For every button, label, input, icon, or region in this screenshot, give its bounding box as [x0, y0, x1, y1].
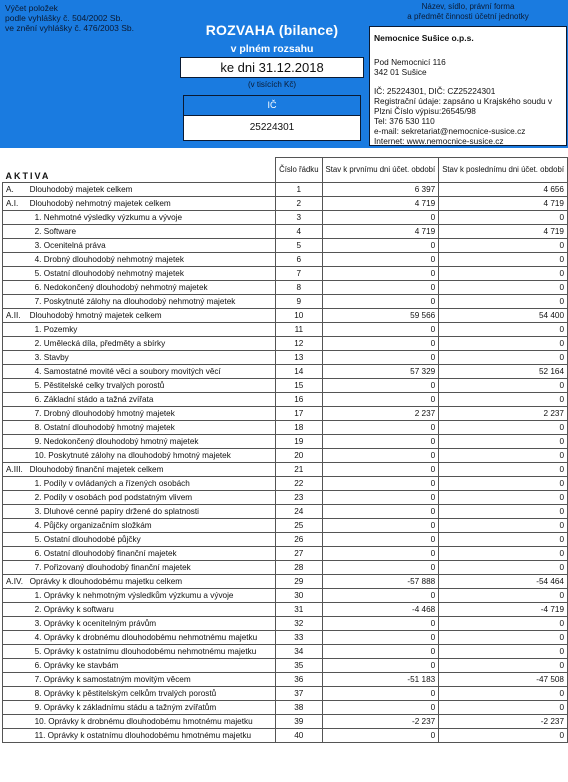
table-row: [3, 238, 568, 252]
row-last-day-value: 0: [439, 588, 568, 602]
row-code: [3, 630, 27, 644]
row-code: [3, 252, 27, 266]
row-last-day-value: 4 719: [439, 196, 568, 210]
row-last-day-value: 0: [439, 490, 568, 504]
table-row: [3, 504, 568, 518]
row-name: 2. Oprávky k softwaru: [27, 602, 276, 616]
spacer: [374, 77, 552, 86]
row-number: 12: [276, 336, 322, 350]
row-last-day-value: 0: [439, 294, 568, 308]
row-first-day-value: 0: [322, 728, 439, 742]
row-code: A.: [3, 182, 27, 196]
row-last-day-value: 52 164: [439, 364, 568, 378]
row-code: [3, 588, 27, 602]
row-code: [3, 392, 27, 406]
row-first-day-value: 0: [322, 210, 439, 224]
legal-line: podle vyhlášky č. 504/2002 Sb.: [5, 13, 123, 23]
row-number: 1: [276, 182, 322, 196]
row-first-day-value: 0: [322, 266, 439, 280]
table-row: [3, 490, 568, 504]
table-row: [3, 644, 568, 658]
row-name: 4. Drobný dlouhodobý nehmotný majetek: [27, 252, 276, 266]
row-first-day-value: 0: [322, 392, 439, 406]
row-name: 1. Nehmotné výsledky výzkumu a vývoje: [27, 210, 276, 224]
row-number: 24: [276, 504, 322, 518]
table-row: [3, 630, 568, 644]
row-first-day-value: 4 719: [322, 196, 439, 210]
row-number: 22: [276, 476, 322, 490]
table-row: [3, 350, 568, 364]
ic-box: [183, 95, 361, 141]
row-first-day-value: 0: [322, 252, 439, 266]
row-last-day-value: 0: [439, 210, 568, 224]
row-name: 4. Samostatné movité věci a soubory movitých věcí: [27, 364, 276, 378]
row-number: 38: [276, 700, 322, 714]
row-name: Oprávky k dlouhodobému majetku celkem: [27, 574, 276, 588]
row-name: Dlouhodobý majetek celkem: [27, 182, 276, 196]
row-number: 2: [276, 196, 322, 210]
row-name: 4. Půjčky organizačním složkám: [27, 518, 276, 532]
row-first-day-value: -2 237: [322, 714, 439, 728]
row-code: [3, 686, 27, 700]
legal-line: Výčet položek: [5, 3, 58, 13]
row-number: 31: [276, 602, 322, 616]
row-number: 7: [276, 266, 322, 280]
row-first-day-value: 0: [322, 434, 439, 448]
row-code: A.II.: [3, 308, 27, 322]
row-code: [3, 476, 27, 490]
row-code: [3, 602, 27, 616]
organization-name: Nemocnice Sušice o.p.s.: [374, 33, 474, 43]
row-number: 37: [276, 686, 322, 700]
row-number: 6: [276, 252, 322, 266]
row-last-day-value: 54 400: [439, 308, 568, 322]
row-first-day-value: 0: [322, 238, 439, 252]
row-name: 3. Oprávky k ocenitelným právům: [27, 616, 276, 630]
row-last-day-value: 0: [439, 644, 568, 658]
row-number: 36: [276, 672, 322, 686]
organization-box: [369, 26, 567, 146]
address-line: 342 01 Sušice: [374, 67, 427, 77]
row-name: Dlouhodobý hmotný majetek celkem: [27, 308, 276, 322]
row-first-day-value: 0: [322, 700, 439, 714]
row-last-day-value: 0: [439, 336, 568, 350]
balance-table: [2, 157, 568, 743]
row-name: 4. Oprávky k drobnému dlouhodobému nehmotnému majetku: [27, 630, 276, 644]
row-number: 5: [276, 238, 322, 252]
table-row: [3, 728, 568, 742]
row-last-day-value: 0: [439, 322, 568, 336]
detail-line: Tel: 376 530 110: [374, 116, 435, 126]
row-code: A.III.: [3, 462, 27, 476]
row-code: [3, 728, 27, 742]
row-first-day-value: 0: [322, 462, 439, 476]
column-header-first-day: Stav k prvnímu dni účet. období: [322, 158, 439, 183]
row-first-day-value: 0: [322, 336, 439, 350]
organization-details: [374, 57, 552, 146]
row-last-day-value: 0: [439, 434, 568, 448]
row-first-day-value: 6 397: [322, 182, 439, 196]
row-name: 10. Oprávky k drobnému dlouhodobému hmotnému majetku: [27, 714, 276, 728]
row-number: 14: [276, 364, 322, 378]
row-last-day-value: 0: [439, 280, 568, 294]
row-code: [3, 504, 27, 518]
row-code: [3, 210, 27, 224]
row-last-day-value: 0: [439, 350, 568, 364]
row-first-day-value: 0: [322, 546, 439, 560]
table-row: [3, 518, 568, 532]
row-first-day-value: 2 237: [322, 406, 439, 420]
row-number: 15: [276, 378, 322, 392]
ic-value: 25224301: [184, 115, 360, 140]
table-row: [3, 574, 568, 588]
row-last-day-value: 0: [439, 518, 568, 532]
ic-label: IČ: [267, 100, 277, 110]
table-row: [3, 602, 568, 616]
row-name: 10. Poskytnuté zálohy na dlouhodobý hmotný majetek: [27, 448, 276, 462]
table-body: [3, 182, 568, 742]
row-number: 39: [276, 714, 322, 728]
row-name: 8. Ostatní dlouhodobý hmotný majetek: [27, 420, 276, 434]
row-code: [3, 700, 27, 714]
row-number: 29: [276, 574, 322, 588]
row-number: 32: [276, 616, 322, 630]
table-row: [3, 420, 568, 434]
row-number: 13: [276, 350, 322, 364]
row-code: [3, 336, 27, 350]
table-row: [3, 588, 568, 602]
row-name: 6. Oprávky ke stavbám: [27, 658, 276, 672]
row-name: 3. Stavby: [27, 350, 276, 364]
row-code: [3, 560, 27, 574]
row-name: 7. Drobný dlouhodobý hmotný majetek: [27, 406, 276, 420]
row-first-day-value: 0: [322, 644, 439, 658]
row-number: 16: [276, 392, 322, 406]
row-first-day-value: 0: [322, 294, 439, 308]
row-name: 5. Pěstitelské celky trvalých porostů: [27, 378, 276, 392]
row-name: 5. Ostatní dlouhodobé půjčky: [27, 532, 276, 546]
table-row: [3, 364, 568, 378]
row-code: [3, 518, 27, 532]
row-first-day-value: -4 468: [322, 602, 439, 616]
column-header-last-day: Stav k poslednímu dni účet. období: [439, 158, 568, 183]
row-code: [3, 434, 27, 448]
table-row: [3, 378, 568, 392]
row-name: 3. Ocenitelná práva: [27, 238, 276, 252]
row-last-day-value: 0: [439, 686, 568, 700]
row-first-day-value: 0: [322, 532, 439, 546]
row-last-day-value: -47 508: [439, 672, 568, 686]
row-number: 35: [276, 658, 322, 672]
row-first-day-value: 0: [322, 686, 439, 700]
report-title: ROZVAHA (bilance): [205, 22, 339, 38]
row-first-day-value: -57 888: [322, 574, 439, 588]
table-row: [3, 210, 568, 224]
report-date: ke dni 31.12.2018: [180, 57, 364, 78]
row-number: 21: [276, 462, 322, 476]
row-last-day-value: 4 656: [439, 182, 568, 196]
row-number: 26: [276, 532, 322, 546]
row-name: 1. Pozemky: [27, 322, 276, 336]
row-number: 9: [276, 294, 322, 308]
row-number: 8: [276, 280, 322, 294]
detail-line: Internet: www.nemocnice-susice.cz: [374, 136, 504, 146]
row-last-day-value: -2 237: [439, 714, 568, 728]
row-last-day-value: 0: [439, 616, 568, 630]
row-code: [3, 658, 27, 672]
table-row: [3, 714, 568, 728]
row-last-day-value: 0: [439, 252, 568, 266]
organization-label-line: a předmět činnosti účetní jednotky: [407, 12, 529, 21]
report-header: [0, 0, 568, 148]
detail-line: e-mail: sekretariat@nemocnice-susice.cz: [374, 126, 526, 136]
row-number: 20: [276, 448, 322, 462]
row-last-day-value: 0: [439, 532, 568, 546]
row-number: 18: [276, 420, 322, 434]
table-row: [3, 392, 568, 406]
row-name: 6. Ostatní dlouhodobý finanční majetek: [27, 546, 276, 560]
row-name: 8. Oprávky k pěstitelským celkům trvalých porostů: [27, 686, 276, 700]
row-number: 10: [276, 308, 322, 322]
row-first-day-value: 0: [322, 518, 439, 532]
row-name: 9. Oprávky k základnímu stádu a tažným zvířatům: [27, 700, 276, 714]
row-last-day-value: 0: [439, 700, 568, 714]
row-name: 5. Ostatní dlouhodobý nehmotný majetek: [27, 266, 276, 280]
section-title: AKTIVA: [3, 158, 276, 183]
table-row: [3, 560, 568, 574]
row-first-day-value: 0: [322, 350, 439, 364]
row-last-day-value: 0: [439, 448, 568, 462]
table-row: [3, 224, 568, 238]
row-code: A.I.: [3, 196, 27, 210]
row-last-day-value: 2 237: [439, 406, 568, 420]
row-last-day-value: -54 464: [439, 574, 568, 588]
row-first-day-value: 0: [322, 658, 439, 672]
table-row: [3, 252, 568, 266]
row-name: 6. Základní stádo a tažná zvířata: [27, 392, 276, 406]
row-name: Dlouhodobý nehmotný majetek celkem: [27, 196, 276, 210]
row-code: A.IV.: [3, 574, 27, 588]
row-number: 3: [276, 210, 322, 224]
table-row: [3, 476, 568, 490]
row-name: 5. Oprávky k ostatnímu dlouhodobému nehmotnému majetku: [27, 644, 276, 658]
row-number: 25: [276, 518, 322, 532]
row-last-day-value: 0: [439, 560, 568, 574]
row-code: [3, 490, 27, 504]
row-code: [3, 714, 27, 728]
row-number: 27: [276, 546, 322, 560]
row-last-day-value: 0: [439, 658, 568, 672]
row-first-day-value: 0: [322, 280, 439, 294]
row-number: 19: [276, 434, 322, 448]
row-code: [3, 238, 27, 252]
row-number: 40: [276, 728, 322, 742]
row-first-day-value: 0: [322, 504, 439, 518]
row-number: 23: [276, 490, 322, 504]
organization-label: [370, 2, 566, 22]
row-first-day-value: 4 719: [322, 224, 439, 238]
row-name: 6. Nedokončený dlouhodobý nehmotný majetek: [27, 280, 276, 294]
row-code: [3, 294, 27, 308]
table-row: [3, 700, 568, 714]
row-last-day-value: 4 719: [439, 224, 568, 238]
legal-basis: [5, 3, 134, 33]
table-row: [3, 658, 568, 672]
row-code: [3, 546, 27, 560]
row-last-day-value: 0: [439, 462, 568, 476]
row-first-day-value: 0: [322, 616, 439, 630]
row-first-day-value: 0: [322, 560, 439, 574]
row-code: [3, 266, 27, 280]
table-header-row: [3, 158, 568, 183]
row-first-day-value: 59 566: [322, 308, 439, 322]
table-row: [3, 448, 568, 462]
detail-line: IČ: 25224301, DIČ: CZ25224301: [374, 86, 496, 96]
table-row: [3, 672, 568, 686]
row-number: 33: [276, 630, 322, 644]
row-code: [3, 644, 27, 658]
row-last-day-value: 0: [439, 728, 568, 742]
row-name: 7. Oprávky k samostatným movitým věcem: [27, 672, 276, 686]
row-name: 11. Oprávky k ostatnímu dlouhodobému hmotnému majetku: [27, 728, 276, 742]
row-first-day-value: 0: [322, 420, 439, 434]
row-number: 30: [276, 588, 322, 602]
table-row: [3, 308, 568, 322]
row-code: [3, 350, 27, 364]
row-first-day-value: 0: [322, 476, 439, 490]
row-number: 11: [276, 322, 322, 336]
row-code: [3, 532, 27, 546]
table-row: [3, 616, 568, 630]
row-name: 2. Podíly v osobách pod podstatným vlivem: [27, 490, 276, 504]
detail-line: Plzni Číslo výpisu:26545/98: [374, 106, 476, 116]
row-code: [3, 672, 27, 686]
row-last-day-value: 0: [439, 378, 568, 392]
row-first-day-value: 57 329: [322, 364, 439, 378]
table-row: [3, 266, 568, 280]
table-row: [3, 686, 568, 700]
row-first-day-value: 0: [322, 448, 439, 462]
row-last-day-value: 0: [439, 630, 568, 644]
row-first-day-value: 0: [322, 322, 439, 336]
detail-line: Registrační údaje: zapsáno u Krajského soudu v: [374, 96, 553, 106]
table-row: [3, 280, 568, 294]
table-row: [3, 462, 568, 476]
row-code: [3, 448, 27, 462]
row-last-day-value: 0: [439, 420, 568, 434]
report-units: (v tisících Kč): [247, 80, 296, 89]
row-number: 4: [276, 224, 322, 238]
row-name: 1. Podíly v ovládaných a řízených osobách: [27, 476, 276, 490]
table-row: [3, 406, 568, 420]
row-name: 7. Poskytnuté zálohy na dlouhodobý nehmotný majetek: [27, 294, 276, 308]
table-row: [3, 322, 568, 336]
table-row: [3, 182, 568, 196]
table-row: [3, 294, 568, 308]
legal-line: ve znění vyhlášky č. 476/2003 Sb.: [5, 23, 134, 33]
row-last-day-value: 0: [439, 504, 568, 518]
table-row: [3, 336, 568, 350]
row-name: Dlouhodobý finanční majetek celkem: [27, 462, 276, 476]
row-last-day-value: 0: [439, 476, 568, 490]
report-subtitle: v plném rozsahu: [230, 43, 314, 55]
row-last-day-value: 0: [439, 392, 568, 406]
row-code: [3, 616, 27, 630]
address-line: Pod Nemocnicí 116: [374, 57, 446, 67]
row-code: [3, 420, 27, 434]
row-code: [3, 224, 27, 238]
table-row: [3, 532, 568, 546]
row-last-day-value: 0: [439, 238, 568, 252]
row-name: 9. Nedokončený dlouhodobý hmotný majetek: [27, 434, 276, 448]
row-number: 17: [276, 406, 322, 420]
row-code: [3, 406, 27, 420]
row-first-day-value: -51 183: [322, 672, 439, 686]
organization-label-line: Název, sídlo, právní forma: [421, 2, 515, 11]
row-name: 1. Oprávky k nehmotným výsledkům výzkumu a vývoje: [27, 588, 276, 602]
row-first-day-value: 0: [322, 630, 439, 644]
row-name: 7. Pořizovaný dlouhodobý finanční majetek: [27, 560, 276, 574]
row-first-day-value: 0: [322, 378, 439, 392]
row-first-day-value: 0: [322, 588, 439, 602]
column-header-row-number: Číslo řádku: [276, 158, 322, 183]
row-last-day-value: 0: [439, 266, 568, 280]
row-code: [3, 364, 27, 378]
row-last-day-value: 0: [439, 546, 568, 560]
row-name: 2. Software: [27, 224, 276, 238]
title-block: [180, 22, 364, 38]
row-code: [3, 378, 27, 392]
row-number: 28: [276, 560, 322, 574]
row-last-day-value: -4 719: [439, 602, 568, 616]
table-row: [3, 546, 568, 560]
row-name: 2. Umělecká díla, předměty a sbírky: [27, 336, 276, 350]
row-name: 3. Dluhové cenné papíry držené do splatnosti: [27, 504, 276, 518]
table-row: [3, 196, 568, 210]
row-first-day-value: 0: [322, 490, 439, 504]
table-row: [3, 434, 568, 448]
row-number: 34: [276, 644, 322, 658]
row-code: [3, 322, 27, 336]
row-code: [3, 280, 27, 294]
